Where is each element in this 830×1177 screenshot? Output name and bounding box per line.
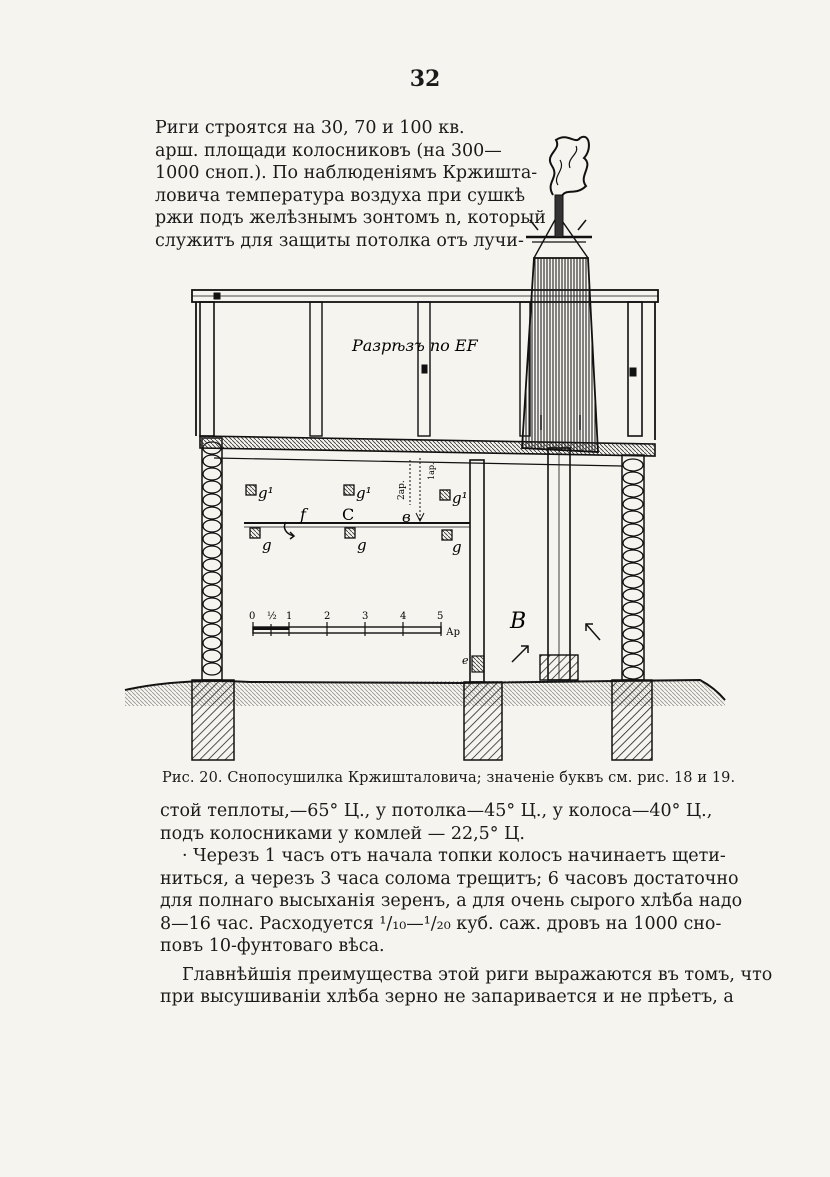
scale-tick-label: 2 [324,611,331,622]
figure-caption: Рис. 20. Снопосушилка Кржишталовича; значеніе буквъ см. рис. 18 и 19. [162,770,736,786]
scale-tick-label: 5 [437,611,444,622]
body-line: при высушиваніи хлѣба зерно не запаривается и не прѣетъ, а [160,987,734,1007]
label-g1: g¹ [452,489,468,507]
intro-line: 1000 сноп.). По наблюденіямъ Кржишта- [155,163,538,183]
body-line: подъ колосниками у комлей — 22,5° Ц. [160,823,525,844]
label-g: g [357,536,367,554]
page-number: 32 [409,66,441,92]
scale-tick-label: ½ [267,611,277,622]
scale-tick-label: 0 [249,611,256,622]
body-line: Главнѣйшія преимущества этой риги выражаются въ томъ, что [182,964,773,985]
body-line: стой теплоты,—65° Ц., у потолка—45° Ц., у колоса—40° Ц., [160,801,713,821]
scale-unit-label: Ар [446,627,460,638]
body-line: повъ 10-фунтоваго вѣса. [160,936,385,956]
label-f: f [300,505,306,524]
body-line: · Черезъ 1 часъ отъ начала топки колосъ начинаетъ щети- [182,846,726,866]
label-b: в [402,508,411,526]
label-c: C [342,505,355,524]
body-line: ниться, а черезъ 3 часа солома трещитъ; 6 часовъ достаточно [160,868,739,889]
intro-line: служитъ для защиты потолка отъ лучи- [155,230,524,251]
label-g: g [452,538,462,556]
body-text [160,800,773,1009]
intro-line: Риги строятся на 30, 70 и 100 кв. [155,118,465,138]
label-g1: g¹ [258,484,274,502]
body-line: 8—16 час. Расходуется ¹/₁₀—¹/₂₀ куб. саж. дровъ на 1000 сно- [160,913,722,934]
label-g: g [262,536,272,554]
label-height-1ar: 1ар. [427,462,436,480]
intro-line: ржи подъ желѣзнымъ зонтомъ n, который [155,208,546,228]
intro-line: арш. площади колосниковъ (на 300— [155,140,502,161]
scale-tick-label: 4 [400,611,407,622]
scale-tick-label: 3 [362,611,369,622]
intro-line: ловича температура воздуха при сушкѣ [155,185,526,206]
section-label: Разрѣзъ по EF [352,336,478,355]
scale-tick-label: 1 [286,611,293,622]
label-g1: g¹ [356,484,372,502]
label-big-b: B [510,609,527,634]
label-height-2ar: 2ар. [397,480,407,500]
body-line: для полнаго высыханія зеренъ, а для очень сырого хлѣба надо [160,891,743,911]
label-e: е [462,654,469,667]
